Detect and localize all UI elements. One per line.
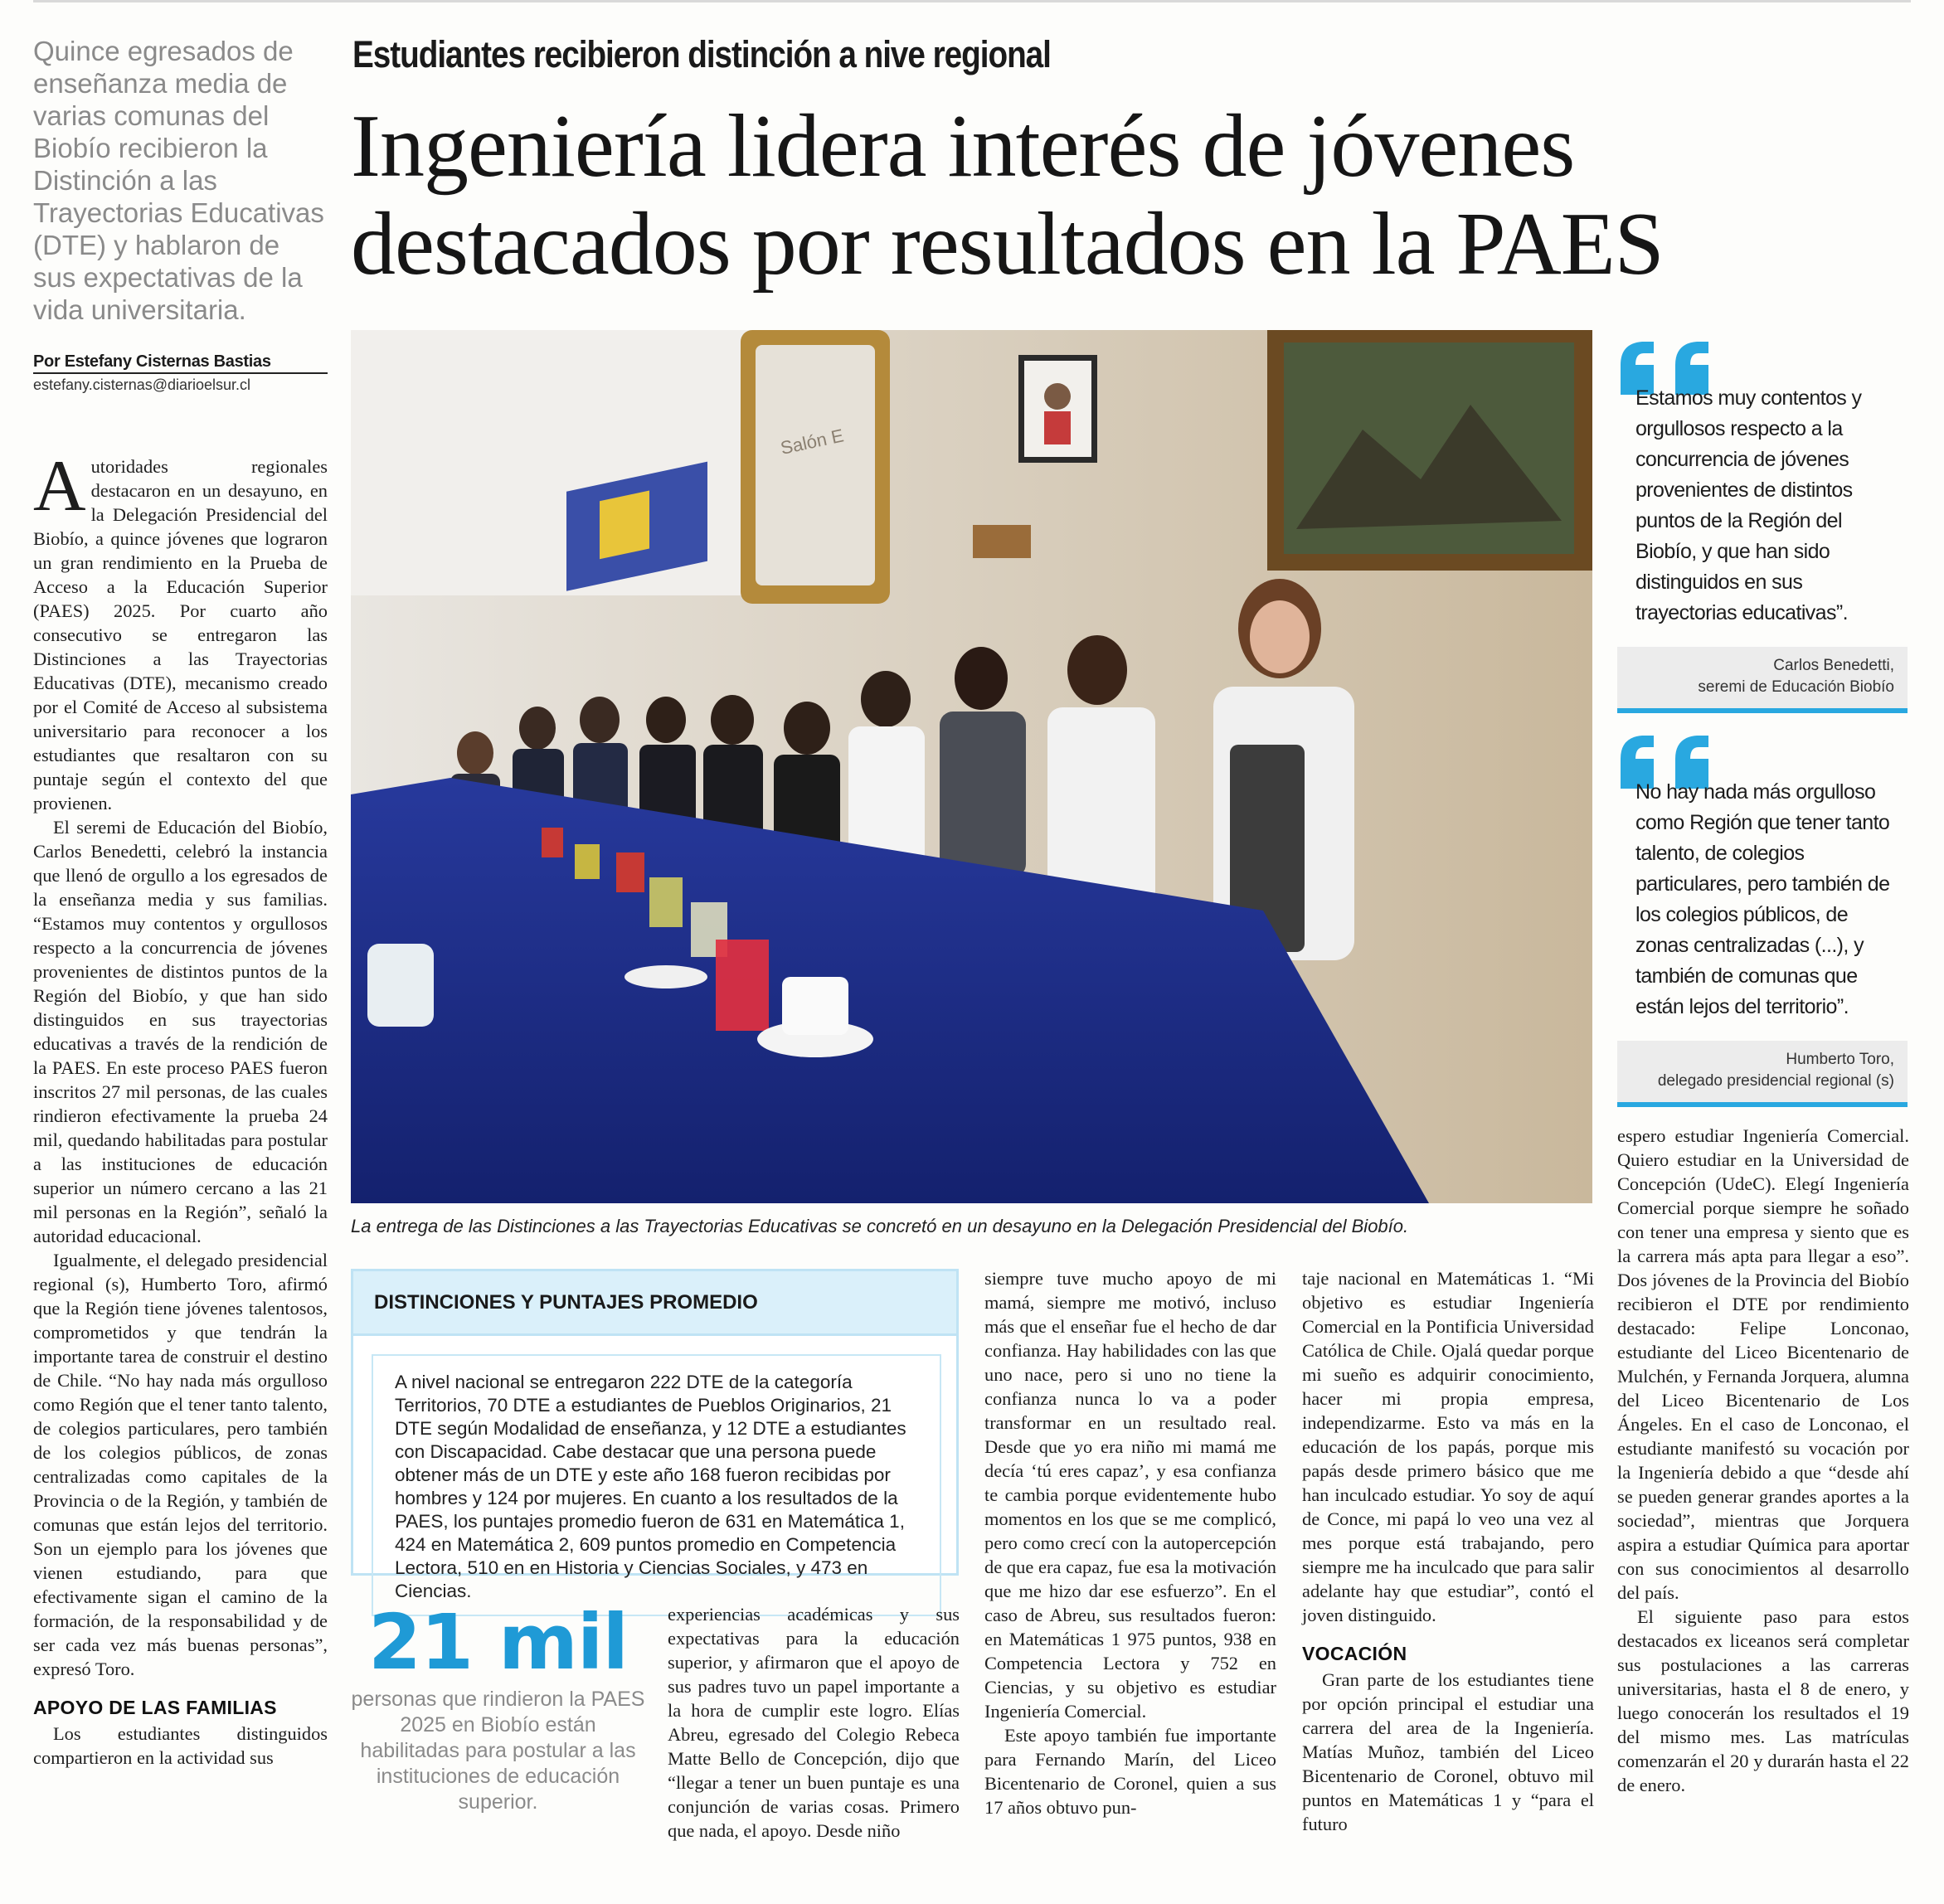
box-title: DISTINCIONES Y PUNTAJES PROMEDIO (353, 1271, 956, 1336)
quote-author-role: seremi de Educación Biobío (1698, 678, 1894, 696)
article-column-2 (668, 1602, 960, 1843)
paragraph: Autoridades regionales destacaron en un desayuno, en la Delegación Presidencial del Biobío, a quince jóvenes que lograron un gran rendimiento en la Prueba de Acceso a la Educación Superior (PAES) 2025. Por cuarto año consecutivo se entregaron las Distinciones a las Trayectorias Educativas (DTE), mecanismo creado por el Comité de Acceso al subsistema universitario para reconocer a los estudiantes que resaltaron con su puntaje según el contexto del que provienen. (33, 446, 328, 814)
paragraph: siempre tuve mucho apoyo de mi mamá, siempre me motivó, incluso más que el enseñar fue el hecho de dar confianza. Hay habilidades con las que uno nace, pero si uno no tiene la confianza nunca lo va a poder transformar en un resultado real. Desde que yo era niño mi mamá me decía ‘tú eres capaz’, y esa confianza te cambia porque evidentemente hubo momentos en los que se me complicó, pero como crecí con la autopercepción de que era capaz, fue esa la motivación que me hizo dar ese esfuerzo”. En el caso de Abreu, sus resultados fueron: en Matemáticas 1 975 puntos, 938 en Competencia Lectora y 752 en Ciencias, y su objetivo es estudiar Ingeniería Comercial. (984, 1268, 1276, 1722)
paragraph: El seremi de Educación del Biobío, Carlos Benedetti, celebró la instancia que llenó de orgullo a los egresados de la enseñanza media y sus familias. “Estamos muy contentos y orgullosos respecto a la concurrencia de jóvenes provenientes de distintos puntos de la Región del Biobío, y que han sido distinguidos en sus trayectorias educativas a través de la rendición de la PAES. En este proceso PAES fueron inscritos 27 mil personas, de las cuales rindieron efectivamente la prueba 24 mil, quedando habilitadas para postular a las instituciones de educación superior un número cercano a las 21 mil personas en la Región”, señaló la autoridad educacional. (33, 817, 328, 1246)
stat-number: 21 mil (368, 1598, 628, 1687)
lead-summary: Quince egresados de enseñanza media de varias comunas del Biobío recibieron la Distinción a las Trayectorias Educativas (DTE) y hablaron de sus expectativas de la vida universitaria. (33, 36, 324, 325)
paragraph: espero estudiar Ingeniería Comercial. Quiero estudiar en la Universidad de Concepción (UdeC). Elegí Ingeniería Comercial porque siempre he soñado con tener una empresa y siento que es la carrera más apta para llegar a eso”. Dos jóvenes de la Provincia del Biobío recibieron el DTE por rendimiento destacado: Felipe Lonconao, estudiante del Liceo Bicentenario de Mulchén, y Fernanda Jorquera, alumna del Liceo Bicentenario de Los Ángeles. En el caso de Lonconao, el estudiante manifestó su vocación por la Ingeniería debido a que “desde ahí se pueden generar grandes aportes a la sociedad”, mientras que Jorquera aspira a estudiar Química para aportar con sus conocimientos al desarrollo del país. (1617, 1125, 1909, 1603)
article-column-1 (33, 446, 328, 1770)
quote-text: No hay nada más orgulloso como Región que tener tanto talento, de colegios particulares, pero también de los colegios públicos, de zonas centralizadas (...), y también de comunas que están lejos del territorio”. (1635, 780, 1890, 1018)
kicker: Estudiantes recibieron distinción a nive regional (352, 33, 1051, 75)
paragraph: taje nacional en Matemáticas 1. “Mi objetivo es estudiar Ingeniería Comercial en la Pontificia Universidad Católica de Chile. Ojalá quedar porque mi sueño es adquirir conocimiento, hacer mi propia empresa, independizarme. Esto va más en la educación de los papás, porque mis papás desde primero básico que me han inculcado estudiar. Yo soy de aquí de Conce, mi papá lo veo una vez al mes porque está trabajando, pero siempre me ha inculcado que para salir adelante hay que estudiar”, contó el joven distinguido. (1302, 1268, 1594, 1625)
paragraph: Igualmente, el delegado presidencial regional (s), Humberto Toro, afirmó que la Región tiene jóvenes talentosos, comprometidos y que tendrán la importante tarea de construir el destino de Chile. “No hay nada más orgulloso como Región que el tener tanto talento, de colegios particulares, pero también de los colegios públicos, de zonas centralizadas como capitales de la Provincia o de la Región, y también de comunas que están lejos del territorio. Son un ejemplo para los jóvenes que vienen estudiando, para que efectivamente sigan el camino de la formación, de la responsabilidad y de ser cada vez más buenas personas”, expresó Toro. (33, 1250, 328, 1679)
subhead-families: APOYO DE LAS FAMILIAS (33, 1697, 277, 1718)
pull-quote-2 (1617, 734, 1908, 1107)
quote-attribution (1617, 1041, 1908, 1107)
pull-quote-1 (1617, 340, 1908, 713)
paragraph: Los estudiantes distinguidos compartieron en la actividad sus (33, 1723, 328, 1768)
article-column-3 (984, 1266, 1276, 1819)
paragraph: experiencias académicas y sus expectativas para la educación superior, y afirmaron que el apoyo de sus padres tuvo un papel importante a la hora de cumplir este logro. Elías Abreu, egresado del Colegio Rebeca Matte Bello de Concepción, dijo que “llegar a tener un buen puntaje es una conjunción de varias cosas. Primero que nada, el apoyo. Desde niño (668, 1604, 960, 1841)
stat-callout (351, 1598, 645, 1815)
quote-author-name: Humberto Toro, (1786, 1051, 1894, 1068)
stat-description: personas que rindieron la PAES 2025 en Biobío están habilitadas para postular a las instituciones de educación superior. (351, 1688, 645, 1814)
top-rule (33, 0, 1911, 2)
paragraph: Este apoyo también fue importante para Fernando Marín, del Liceo Bicentenario de Coronel, quien a sus 17 años obtuvo pun- (984, 1725, 1276, 1818)
article-column-4 (1302, 1266, 1594, 1836)
photo-caption: La entrega de las Distinciones a las Trayectorias Educativas se concretó en un desayuno en la Delegación Presidencial del Biobío. (351, 1216, 1409, 1236)
box-text: A nivel nacional se entregaron 222 DTE de la categoría Territorios, 70 DTE a estudiantes de Pueblos Originarios, 21 DTE según Modalidad de enseñanza, y 12 DTE a estudiantes con Discapacidad. Cabe destacar que una persona puede obtener más de un DTE y este año 168 fueron recibidas por hombres y 124 por mujeres. En cuanto a los resultados de la PAES, los puntajes promedio fueron de 631 en Matemática 1, 424 en Matemática 2, 609 puntos promedio en Competencia Lectora, 510 en en Historia y Ciencias Sociales, y 473 en Ciencias. (372, 1354, 941, 1616)
lead-column (33, 35, 328, 394)
drop-cap: A (33, 446, 86, 527)
quote-author-name: Carlos Benedetti, (1773, 657, 1894, 674)
headline (351, 98, 1910, 294)
headline-line-2: destacados por resultados en la PAES (351, 195, 1664, 294)
breakfast-scene-illustration (351, 330, 1592, 1203)
article-photo (351, 330, 1592, 1203)
article-column-5 (1617, 1124, 1909, 1797)
distinctions-box (351, 1269, 959, 1601)
paragraph: Gran parte de los estudiantes tiene por opción principal el estudiar una carrera del area de la Ingeniería. Matías Muñoz, también del Liceo Bicentenario de Coronel, obtuvo mil puntos en Matemáticas 1 y “para el futuro (1302, 1669, 1594, 1834)
byline: Por Estefany Cisternas Bastias (33, 352, 328, 374)
room-sign: Salón E (778, 425, 846, 459)
author-email[interactable]: estefany.cisternas@diarioelsur.cl (33, 376, 251, 393)
quote-author-role: delegado presidencial regional (s) (1657, 1072, 1894, 1090)
paragraph: El siguiente paso para estos destacados ex liceanos será completar sus postulaciones a las carreras universitarias, hasta el 8 de enero, y luego conocerán los resultados el 19 del mismo mes. Las matrículas comenzarán el 20 y durarán hasta el 22 de enero. (1617, 1606, 1909, 1795)
subhead-vocation: VOCACIÓN (1302, 1643, 1407, 1664)
quote-text: Estamos muy contentos y orgullosos respecto a la concurrencia de jóvenes provenientes de distintos puntos de la Región del Biobío, y que han sido distinguidos en sus trayectorias educativas”. (1635, 386, 1862, 624)
quote-attribution (1617, 647, 1908, 713)
headline-line-1: Ingeniería lidera interés de jóvenes (351, 97, 1575, 196)
